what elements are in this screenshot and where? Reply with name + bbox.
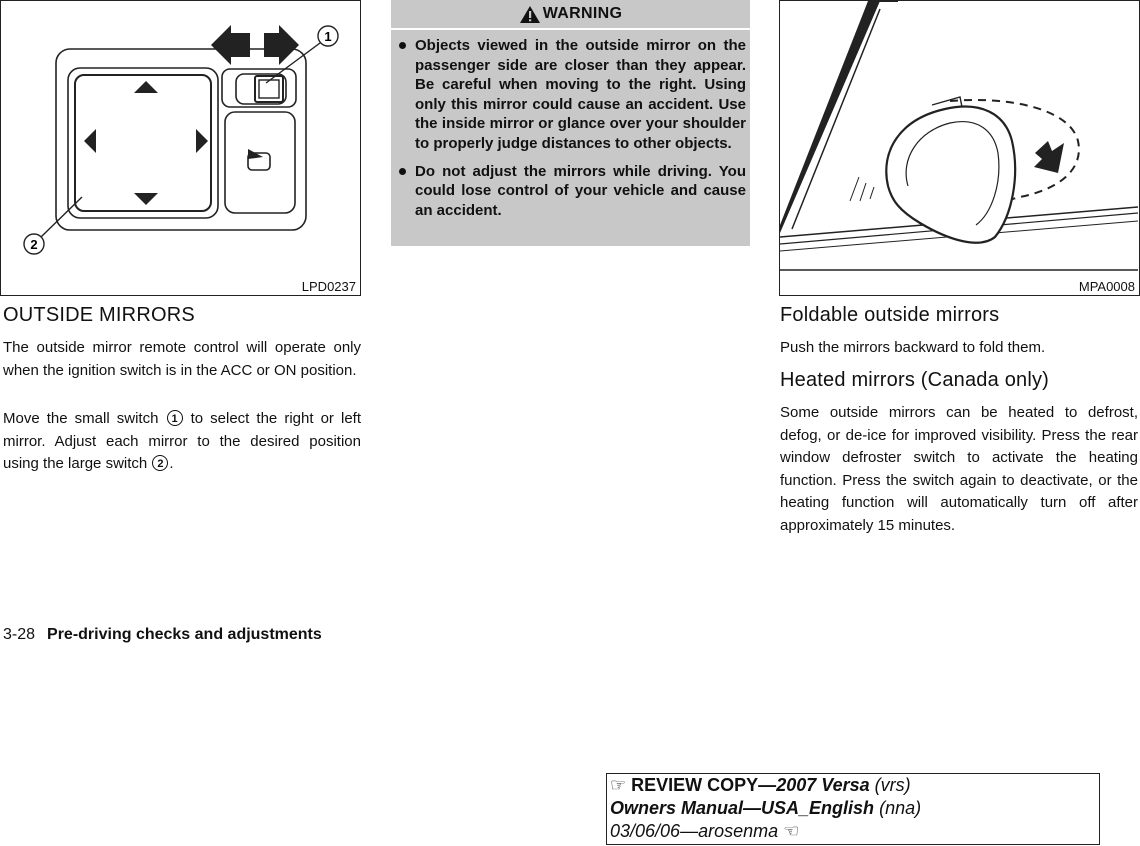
review-copy-label: REVIEW COPY—: [631, 775, 777, 795]
review-line-1: [610, 774, 1099, 797]
pointing-hand-icon: ☞: [610, 775, 627, 795]
foldable-mirrors-heading: Foldable outside mirrors: [780, 304, 1000, 326]
mirror-switch-illustration: [1, 1, 359, 294]
bullet-icon: [399, 168, 406, 175]
warning-box: [391, 0, 750, 246]
para2-end: .: [169, 455, 174, 472]
warning-list: [391, 36, 750, 220]
warning-item-text: Objects viewed in the outside mirror on the passenger side are closer than they appear. Be careful when moving to the right. Using only this mirror could cause an accident. Use the inside mirror or glance over your shoulder to properly judge distances to other objects.: [415, 37, 746, 152]
bullet-icon: [399, 42, 406, 49]
outside-mirrors-paragraph-2: [3, 408, 361, 476]
manual-name: Owners Manual—USA_English: [610, 798, 875, 818]
switch-ref-1: 1: [167, 410, 183, 426]
heated-mirrors-heading: Heated mirrors (Canada only): [780, 369, 1050, 391]
folding-mirror-illustration: [780, 1, 1138, 294]
figure-code-lpd0237: LPD0237: [301, 279, 356, 294]
page-footer: [3, 626, 322, 644]
model-code: (vrs): [874, 775, 911, 795]
para2-text-1: Move the small switch: [3, 410, 159, 427]
review-line-2: [610, 797, 1099, 820]
section-title: Pre-driving checks and adjustments: [47, 626, 322, 643]
para2-text-2: to select the right or left mirror. Adjust each mirror to the desired position using the large switch: [3, 410, 361, 472]
warning-item-text: Do not adjust the mirrors while driving. You could lose control of your vehicle and cause an accident.: [415, 162, 746, 219]
warning-title: WARNING: [542, 5, 623, 22]
figure-code-mpa0008: MPA0008: [1078, 279, 1135, 294]
review-date-author: 03/06/06—arosenma: [610, 821, 779, 841]
callout-2-label: 2: [30, 237, 38, 252]
mirror-switch-figure: [0, 0, 361, 296]
heated-mirrors-text: Some outside mirrors can be heated to defrost, defog, or de-ice for improved visibility. Press the rear window defroster switch to activate the heating function. Press the switch again to deactivate, or the heating function will automatically turn off after approximately 15 minutes.: [780, 404, 1138, 534]
warning-triangle-icon: [519, 5, 541, 24]
foldable-mirrors-text: Push the mirrors backward to fold them.: [780, 339, 1046, 356]
warning-header: [391, 0, 750, 30]
model-name: 2007 Versa: [776, 775, 870, 795]
warning-item: [391, 36, 750, 154]
switch-ref-2: 2: [152, 455, 168, 471]
outside-mirrors-heading: OUTSIDE MIRRORS: [3, 304, 195, 326]
review-line-3: [610, 820, 1099, 843]
outside-mirrors-paragraph-1: The outside mirror remote control will operate only when the ignition switch is in the ACC or ON position.: [3, 339, 361, 379]
page-number: 3-28: [3, 626, 36, 643]
callout-1-label: 1: [324, 29, 332, 44]
pointing-hand-left-icon: ☜: [783, 821, 800, 841]
manual-code: (nna): [879, 798, 922, 818]
warning-item: [391, 162, 750, 221]
review-copy-box: [606, 773, 1100, 845]
folding-mirror-figure: [779, 0, 1140, 296]
